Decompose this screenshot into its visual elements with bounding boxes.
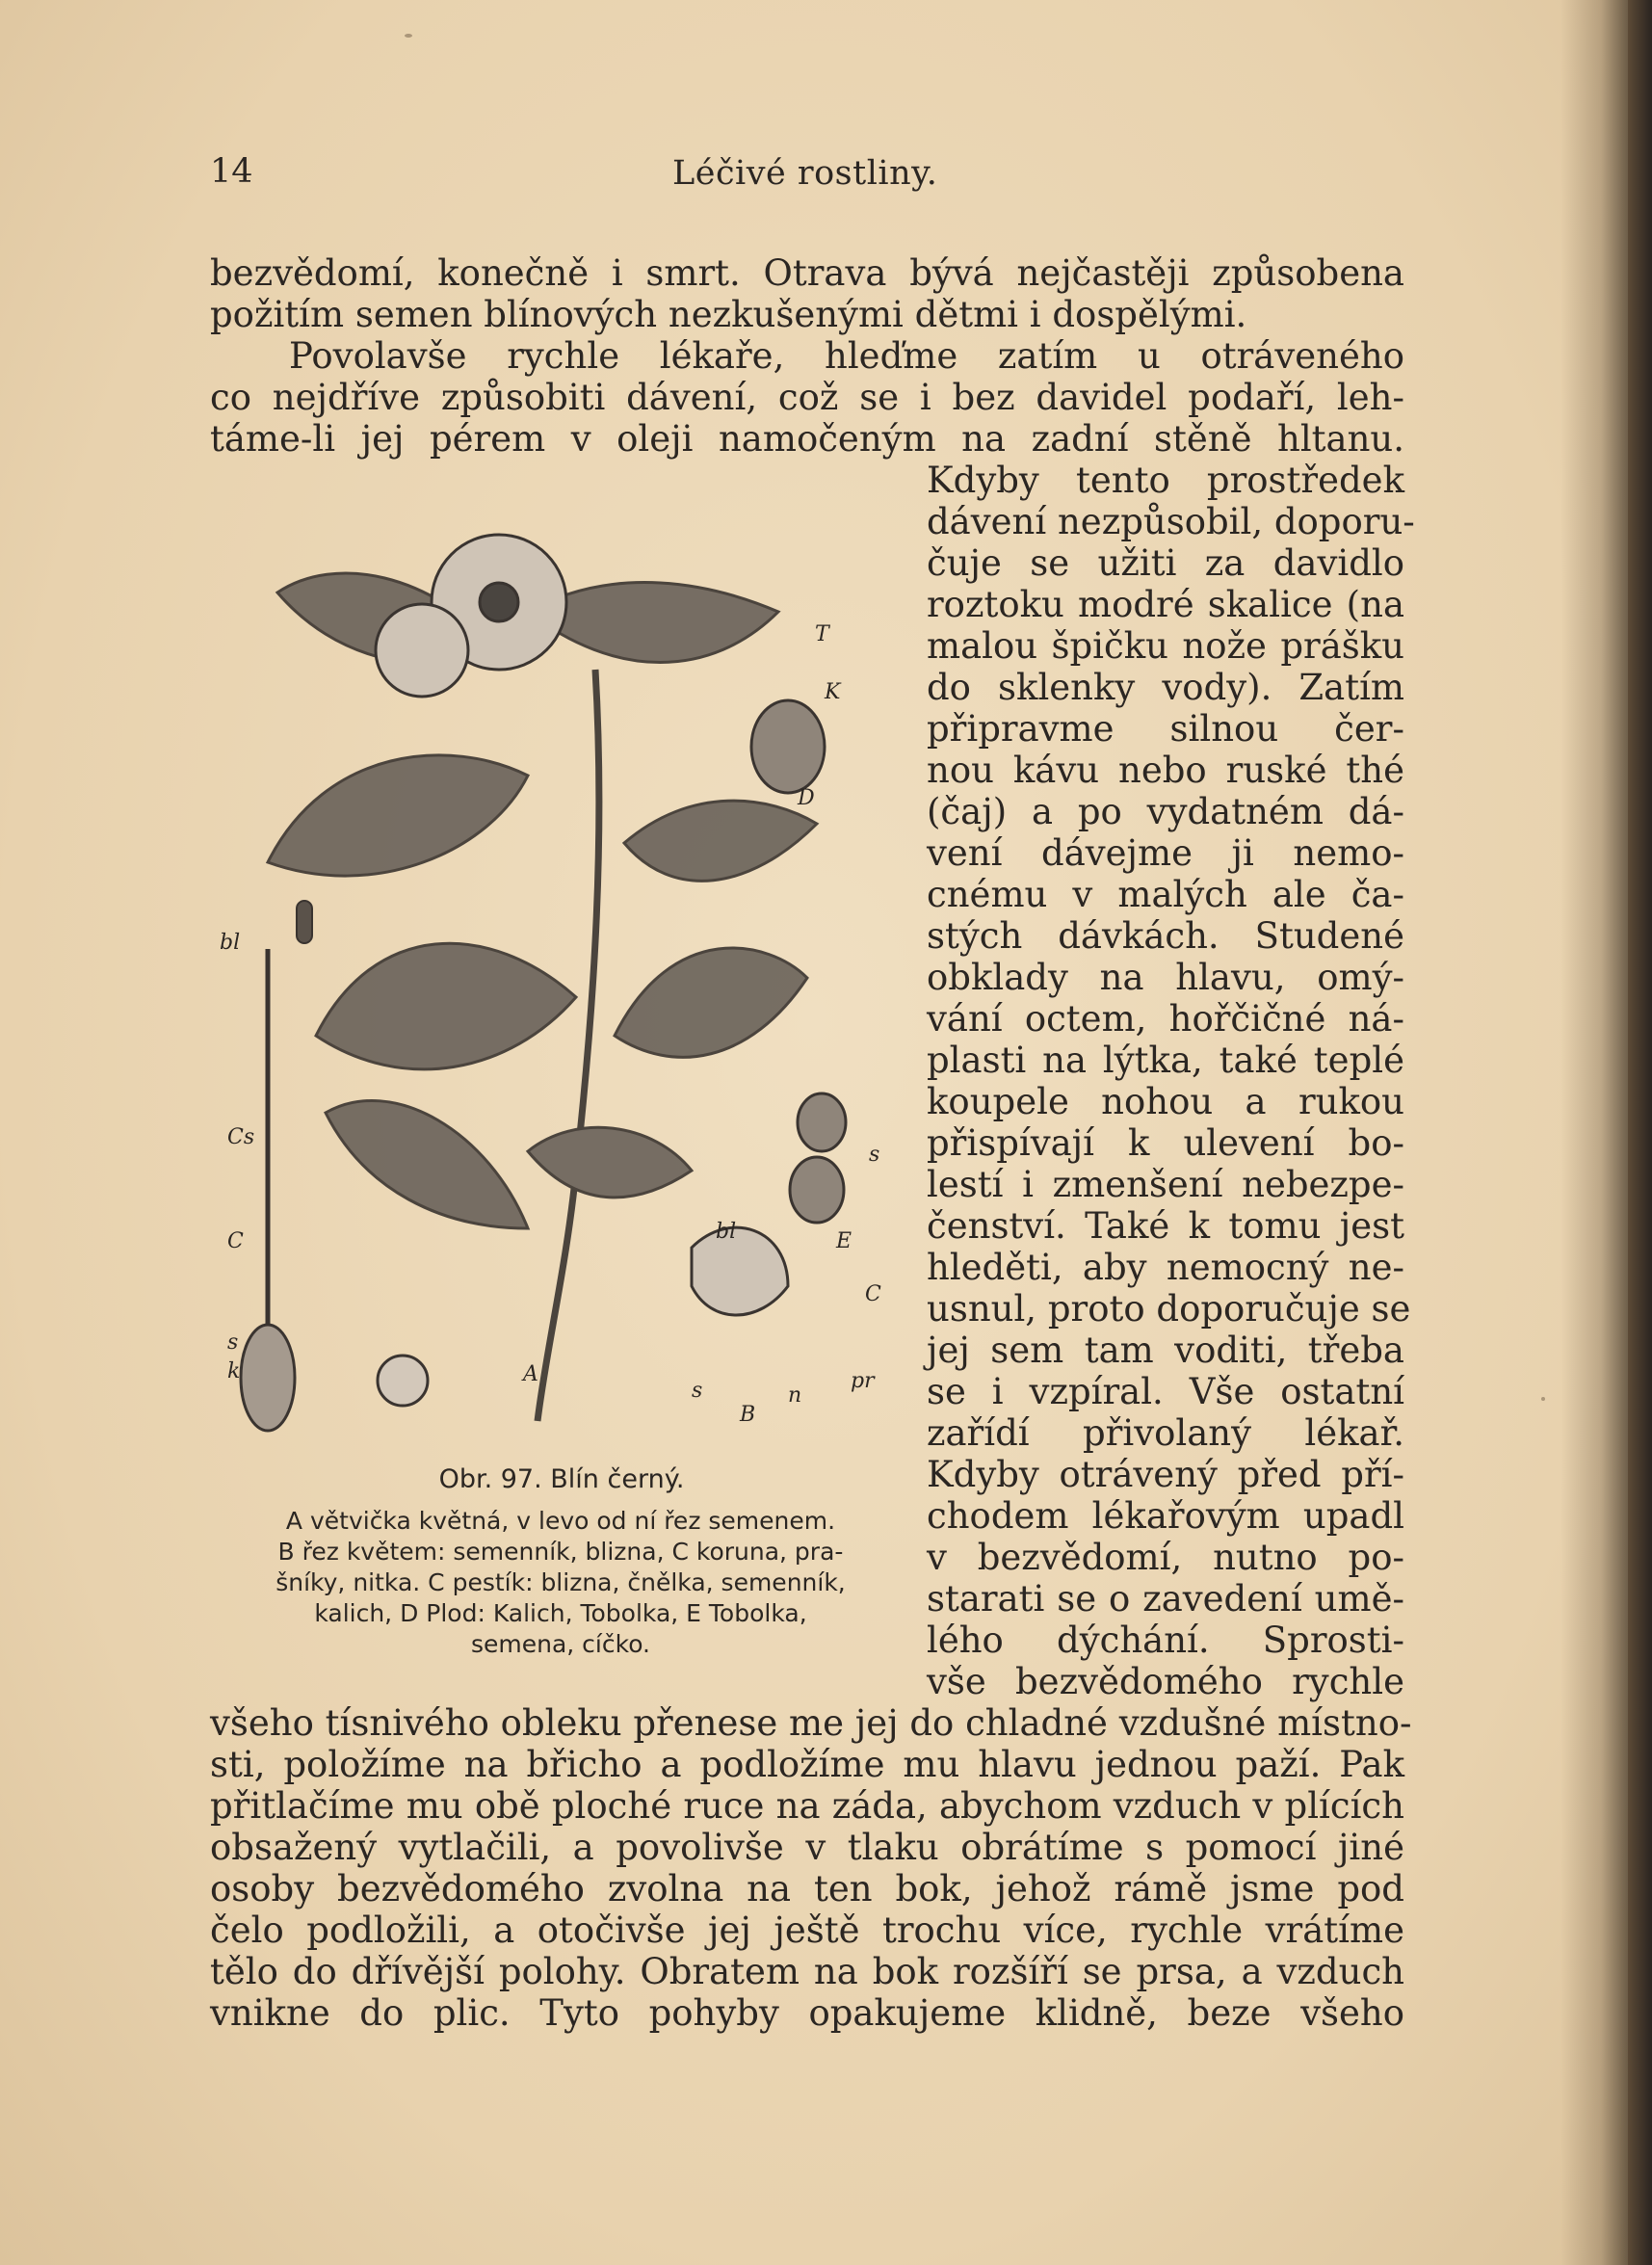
figure-label: s — [869, 1143, 880, 1167]
text-line: hleděti, aby nemocný ne- — [927, 1247, 1404, 1288]
text-line: obklady na hlavu, omý- — [927, 957, 1404, 998]
book-gutter — [1628, 0, 1652, 2265]
leaf-illustration — [326, 1100, 528, 1228]
flower-section-illustration — [692, 1227, 788, 1315]
figure-label: E — [836, 1229, 852, 1253]
henbane-illustration — [210, 496, 913, 1450]
figure-label: C — [865, 1282, 881, 1306]
leaf-illustration — [528, 1127, 692, 1198]
figure-label: bl — [716, 1220, 737, 1244]
text-line: vnikne do plic. Tyto pohyby opakujeme klidně, beze všeho — [210, 1992, 1404, 2034]
figure-label: pr — [851, 1369, 875, 1393]
paper-speck — [405, 34, 412, 38]
text-line: vše bezvědomého rychle — [927, 1661, 1404, 1702]
text-line: roztoku modré skalice (na — [927, 584, 1404, 625]
text-line: malou špičku nože prášku — [927, 625, 1404, 667]
leaf-illustration — [316, 943, 576, 1069]
text-line: obsažený vytlačili, a povolivše v tlaku obrátíme s pomocí jiné — [210, 1827, 1404, 1868]
figure-label: s — [692, 1379, 703, 1403]
page-header — [210, 152, 1404, 200]
leaf-illustration — [624, 801, 817, 881]
text-line: připravme silnou čer- — [927, 708, 1404, 750]
text-line: Kdyby tento prostředek — [927, 460, 1404, 501]
figure-label: B — [740, 1403, 756, 1427]
text-line: dávení nezpůsobil, doporu- — [927, 501, 1415, 542]
text-line: cnému v malých ale ča- — [927, 874, 1404, 915]
figure-label: C — [227, 1229, 244, 1253]
caption-line: semena, cíčko. — [470, 1630, 651, 1658]
text-line: usnul, proto doporučuje se — [927, 1288, 1411, 1330]
text-line: starati se o zavedení umě- — [927, 1578, 1404, 1620]
text-line: vání octem, hořčičné ná- — [927, 998, 1404, 1040]
running-title: Léčivé rostliny. — [672, 154, 938, 193]
text-line: nou kávu nebo ruské thé — [927, 750, 1404, 791]
capsule-illustration — [751, 700, 825, 793]
page-number: 14 — [210, 152, 253, 191]
capsule-illustration — [798, 1093, 846, 1151]
figure-label: D — [798, 786, 815, 810]
text-line: přispívají k ulevení bo- — [927, 1122, 1404, 1164]
text-line: (čaj) a po vydatném dá- — [927, 791, 1404, 832]
text-line: tělo do dřívější polohy. Obratem na bok rozšíří se prsa, a vzduch — [210, 1951, 1404, 1992]
figure-label: n — [788, 1383, 802, 1408]
text-line: sti, položíme na břicho a podložíme mu hlavu jednou paží. Pak — [210, 1744, 1404, 1785]
text-line: čuje se užiti za davidlo — [927, 542, 1404, 584]
figure-label: bl — [220, 931, 241, 955]
text-line: do sklenky vody). Zatím — [927, 667, 1404, 708]
text-line: co nejdříve způsobiti dávení, což se i bez davidel podaří, leh- — [210, 377, 1404, 418]
figure-label: k — [227, 1359, 241, 1383]
text-line: koupele nohou a rukou — [927, 1081, 1404, 1122]
capsule-illustration — [790, 1157, 844, 1223]
text-line: jej sem tam voditi, třeba — [927, 1330, 1404, 1371]
text-line: stých dávkách. Studené — [927, 915, 1404, 957]
text-line: táme-li jej pérem v oleji namočeným na zadní stěně hltanu. — [210, 418, 1404, 460]
text-line: čenství. Také k tomu jest — [927, 1205, 1404, 1247]
text-line: zařídí přivolaný lékař. — [927, 1412, 1404, 1454]
figure-label: s — [227, 1330, 239, 1355]
figure-label: T — [815, 622, 829, 646]
text-line: všeho tísnivého obleku přenese me jej do chladné vzdušné místno- — [210, 1702, 1412, 1744]
caption-line: A větvička květná, v levo od ní řez semenem. — [285, 1507, 836, 1535]
text-line: čelo podložili, a otočivše jej ještě trochu více, rychle vrátíme — [210, 1909, 1404, 1951]
text-line: lého dýchání. Sprosti- — [927, 1620, 1404, 1661]
text-line: v bezvědomí, nutno po- — [927, 1537, 1404, 1578]
text-line: vení dávejme ji nemo- — [927, 832, 1404, 874]
figure-caption-title: Obr. 97. Blín černý. — [438, 1464, 685, 1494]
leaf-illustration — [268, 755, 528, 876]
caption-line: B řez květem: semenník, blizna, C koruna, pra- — [277, 1538, 844, 1566]
paper-speck — [1541, 1397, 1545, 1401]
text-line: přitlačíme mu obě ploché ruce na záda, abychom vzduch v plících — [210, 1785, 1404, 1827]
text-line: plasti na lýtka, také teplé — [927, 1040, 1404, 1081]
figure-label: K — [825, 680, 841, 704]
text-line: lestí i zmenšení nebezpe- — [927, 1164, 1404, 1205]
seed-illustration — [378, 1356, 428, 1406]
figure-label: Cs — [227, 1125, 255, 1149]
text-line: Povolavše rychle lékaře, hleďme zatím u otráveného — [289, 335, 1404, 377]
text-line: se i vzpíral. Vše ostatní — [927, 1371, 1404, 1412]
caption-line: šníky, nitka. C pestík: blizna, čnělka, semenník, — [275, 1568, 846, 1596]
figure-caption — [204, 1506, 917, 1660]
flower-illustration — [376, 604, 468, 697]
leaf-illustration — [615, 948, 807, 1057]
text-line: chodem lékařovým upadl — [927, 1495, 1404, 1537]
text-line: požitím semen blínových nezkušenými dětmi i dospělými. — [210, 294, 1247, 335]
text-line: bezvědomí, konečně i smrt. Otrava bývá nejčastěji způsobena — [210, 252, 1404, 294]
caption-line: kalich, D Plod: Kalich, Tobolka, E Tobolka, — [314, 1599, 807, 1627]
text-line: osoby bezvědomého zvolna na ten bok, jehož rámě jsme pod — [210, 1868, 1404, 1909]
text-line: Kdyby otrávený před pří- — [927, 1454, 1404, 1495]
figure-label: A — [523, 1362, 538, 1386]
